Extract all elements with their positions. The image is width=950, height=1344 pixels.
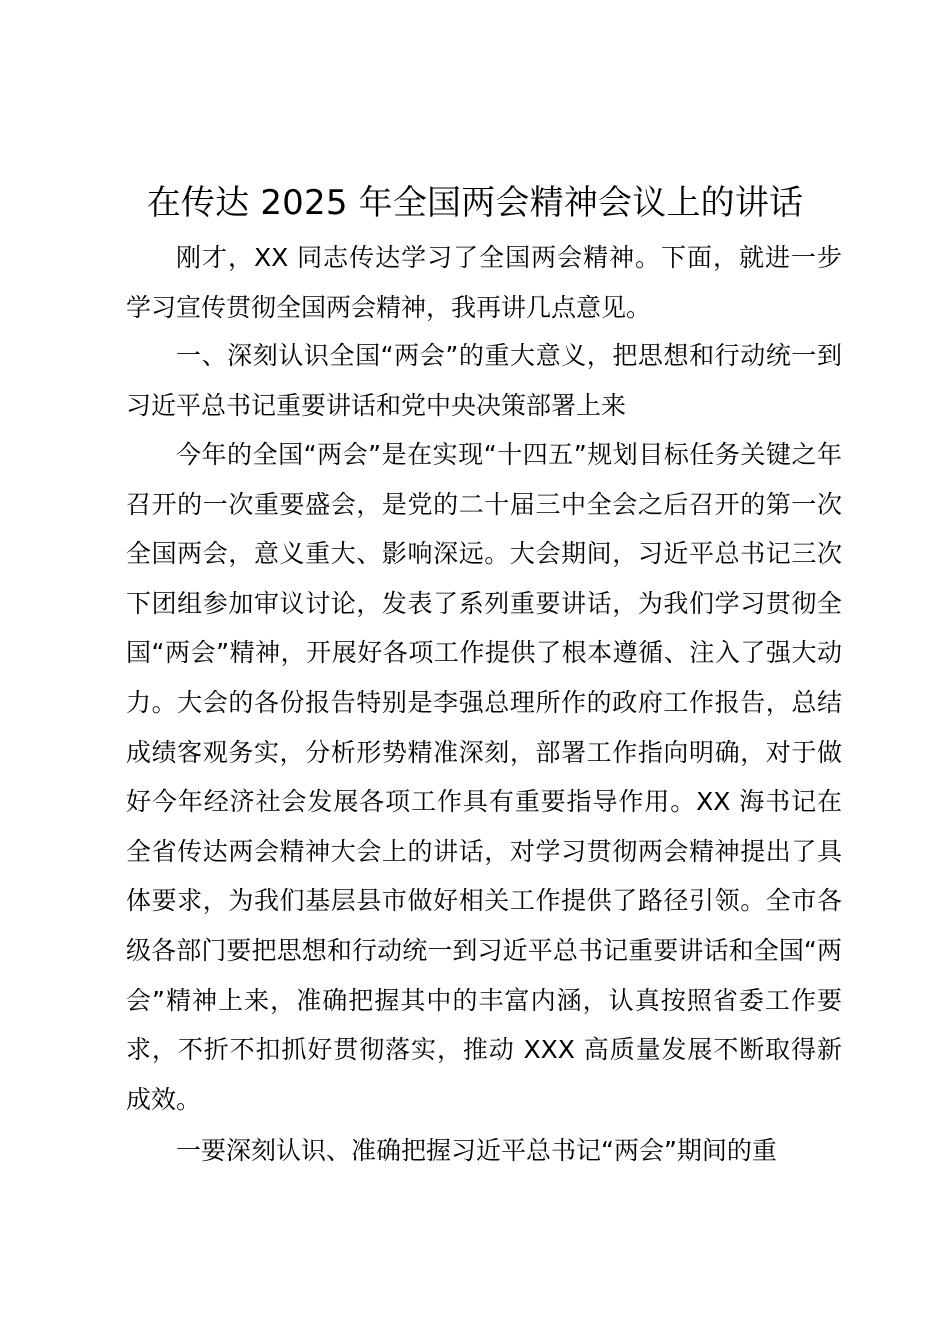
paragraph-body: 今年的全国“两会”是在实现“十四五”规划目标任务关键之年召开的一次重要盛会，是党的二十届三中全会之后召开的第一次全国两会，意义重大、影响深远。大会期间，习近平总书记三次下团组参加审议讨论，发表了系列重要讲话，为我们学习贯彻全国“两会”精神，开展好各项工作提供了根本遵循、注入了强大动力。大会的各份报告特别是李强总理所作的政府工作报告，总结成绩客观务实，分析形势精准深刻，部署工作指向明确，对于做好今年经济社会发展各项工作具有重要指导作用。XX 海书记在全省传达两会精神大会上的讲话，对学习贯彻两会精神提出了具体要求，为我们基层县市做好相关工作提供了路径引领。全市各级各部门要把思想和行动统一到习近平总书记重要讲话和全国“两会”精神上来，准确把握其中的丰富内涵，认真按照省委工作要求，不折不扣抓好贯彻落实，推动 XXX 高质量发展不断取得新成效。: [126, 440, 842, 1114]
document-title: 在传达 2025 年全国两会精神会议上的讲话: [146, 183, 804, 223]
section-heading-1: 一、深刻认识全国“两会”的重大意义，把思想和行动统一到习近平总书记重要讲话和党中央决策部署上来: [126, 341, 842, 420]
paragraph-point-1: 一要深刻认识、准确把握习近平总书记“两会”期间的重: [176, 1136, 777, 1165]
paragraph-intro: 刚才，XX 同志传达学习了全国两会精神。下面，就进一步学习宣传贯彻全国两会精神，我再讲几点意见。: [126, 243, 842, 322]
